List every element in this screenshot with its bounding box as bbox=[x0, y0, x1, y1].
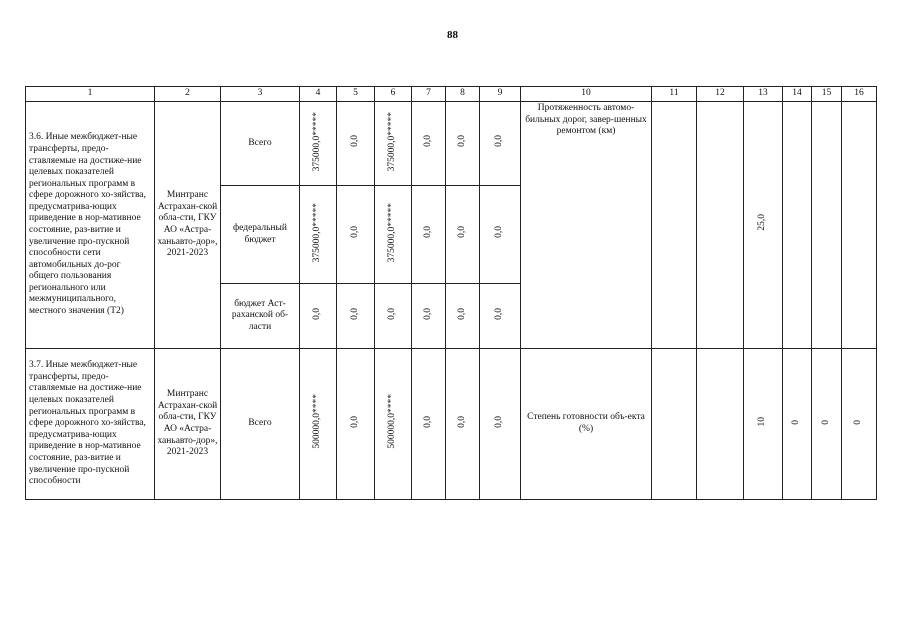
value-cell: 500000,0**** bbox=[375, 349, 412, 500]
executor-cell: Минтранс Астрахан-ской обла-сти, ГКУ АО «Астра-ханьавто-дор», 2021-2023 bbox=[155, 102, 221, 349]
col-header: 13 bbox=[744, 87, 783, 102]
value-cell: 0,0 bbox=[446, 102, 480, 186]
col-header: 3 bbox=[221, 87, 300, 102]
value-cell: 0,0 bbox=[337, 284, 375, 349]
value-cell: 0,0 bbox=[480, 349, 521, 500]
col-header: 11 bbox=[652, 87, 697, 102]
empty-cell bbox=[697, 349, 744, 500]
value-cell: 375000,0***** bbox=[375, 186, 412, 284]
measure-title: 3.6. Иные межбюджет-ные трансферты, предо-ставляемые на достиже-ние целевых показателей региональных программ в сфере дорожного хо-зяйства, предусматрива-ющих приведение в нор-мативное состояние, раз-витие и увеличение про-пускной способности сети автомобильных до-рог общего пользования регионального или межмуниципального, местного значения (Т2) bbox=[26, 102, 155, 349]
indicator-cell: Степень готовности объ-екта (%) bbox=[521, 349, 652, 500]
col-header: 8 bbox=[446, 87, 480, 102]
indicator-cell: Протяженность автомо-бильных дорог, завер-шенных ремонтом (км) bbox=[521, 102, 652, 349]
col-header: 16 bbox=[842, 87, 877, 102]
col-header: 12 bbox=[697, 87, 744, 102]
table-row bbox=[26, 102, 877, 186]
funding-source: Всего bbox=[221, 102, 300, 186]
value-cell: 0,0 bbox=[446, 284, 480, 349]
measure-title: 3.7. Иные межбюджет-ные трансферты, предо-ставляемые на достиже-ние целевых показателей региональных программ в сфере дорожного хо-зяйства, предусматрива-ющих приведение в нор-мативное состояние, раз-витие и увеличение про-пускной способности bbox=[26, 349, 155, 500]
value-cell: 0,0 bbox=[412, 284, 446, 349]
col-header: 2 bbox=[155, 87, 221, 102]
funding-source: бюджет Аст-раханской об-ласти bbox=[221, 284, 300, 349]
col-header: 5 bbox=[337, 87, 375, 102]
col-header: 1 bbox=[26, 87, 155, 102]
executor-cell: Минтранс Астрахан-ской обла-сти, ГКУ АО «Астра-ханьавто-дор», 2021-2023 bbox=[155, 349, 221, 500]
value-cell: 0,0 bbox=[480, 284, 521, 349]
value-cell: 0 bbox=[842, 349, 877, 500]
value-cell: 0,0 bbox=[446, 186, 480, 284]
value-cell: 0 bbox=[812, 349, 842, 500]
value-cell: 0,0 bbox=[337, 349, 375, 500]
value-cell: 0,0 bbox=[375, 284, 412, 349]
value-cell: 0 bbox=[783, 349, 812, 500]
value-cell: 375000,0***** bbox=[300, 186, 337, 284]
value-cell: 0,0 bbox=[337, 186, 375, 284]
table-row bbox=[26, 349, 877, 500]
value-cell: 0,0 bbox=[412, 349, 446, 500]
col-header: 14 bbox=[783, 87, 812, 102]
value-cell: 500000,0**** bbox=[300, 349, 337, 500]
value-cell: 25,0 bbox=[744, 102, 783, 349]
value-cell: 0,0 bbox=[300, 284, 337, 349]
empty-cell bbox=[652, 349, 697, 500]
empty-cell bbox=[842, 102, 877, 349]
value-cell: 0,0 bbox=[337, 102, 375, 186]
col-header: 6 bbox=[375, 87, 412, 102]
value-cell: 0,0 bbox=[480, 186, 521, 284]
value-cell: 375000,0***** bbox=[375, 102, 412, 186]
empty-cell bbox=[652, 102, 697, 349]
col-header: 9 bbox=[480, 87, 521, 102]
col-header: 7 bbox=[412, 87, 446, 102]
value-cell: 375000,0***** bbox=[300, 102, 337, 186]
page-number: 88 bbox=[447, 29, 458, 41]
value-cell: 0,0 bbox=[480, 102, 521, 186]
value-cell: 0,0 bbox=[412, 102, 446, 186]
program-table bbox=[25, 86, 877, 500]
col-header: 15 bbox=[812, 87, 842, 102]
funding-source: Всего bbox=[221, 349, 300, 500]
empty-cell bbox=[812, 102, 842, 349]
value-cell: 0,0 bbox=[446, 349, 480, 500]
funding-source: федеральный бюджет bbox=[221, 186, 300, 284]
column-number-row bbox=[26, 87, 877, 102]
col-header: 4 bbox=[300, 87, 337, 102]
empty-cell bbox=[783, 102, 812, 349]
empty-cell bbox=[697, 102, 744, 349]
value-cell: 0,0 bbox=[412, 186, 446, 284]
col-header: 10 bbox=[521, 87, 652, 102]
value-cell: 10 bbox=[744, 349, 783, 500]
